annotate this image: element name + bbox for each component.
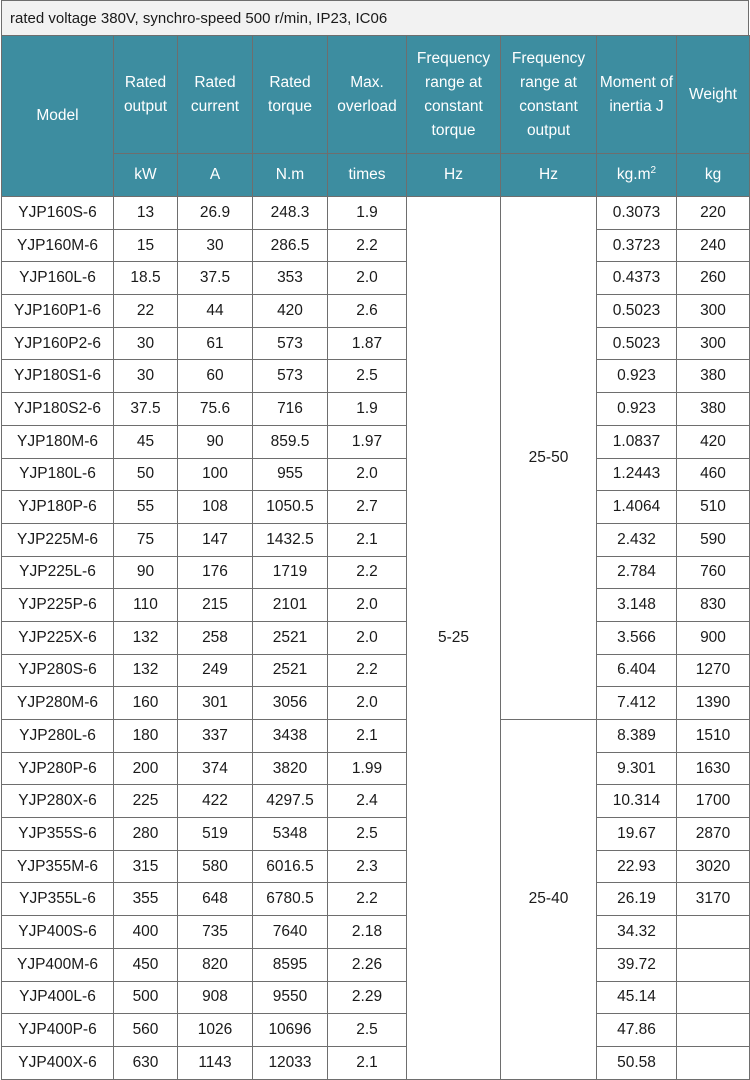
cell-weight: 1390 <box>677 687 750 720</box>
cell-moment-of-inertia: 9.301 <box>597 752 677 785</box>
cell-rated-output: 90 <box>114 556 178 589</box>
cell-rated-current: 337 <box>178 720 253 753</box>
table-row <box>2 687 750 720</box>
unit-rated-current: A <box>178 154 253 197</box>
cell-rated-output: 22 <box>114 295 178 328</box>
cell-max-overload: 1.9 <box>328 197 407 230</box>
cell-rated-current: 1026 <box>178 1014 253 1047</box>
cell-rated-torque: 3820 <box>253 752 328 785</box>
cell-rated-output: 50 <box>114 458 178 491</box>
unit-rated-output: kW <box>114 154 178 197</box>
cell-model: YJP160P1-6 <box>2 295 114 328</box>
cell-model: YJP225M-6 <box>2 523 114 556</box>
cell-rated-torque: 2521 <box>253 621 328 654</box>
table-row <box>2 425 750 458</box>
cell-rated-torque: 6780.5 <box>253 883 328 916</box>
unit-freq-const-output: Hz <box>501 154 597 197</box>
cell-max-overload: 2.1 <box>328 1046 407 1079</box>
table-row <box>2 360 750 393</box>
cell-moment-of-inertia: 0.4373 <box>597 262 677 295</box>
cell-rated-output: 13 <box>114 197 178 230</box>
cell-rated-current: 60 <box>178 360 253 393</box>
cell-weight: 1700 <box>677 785 750 818</box>
table-row <box>2 981 750 1014</box>
cell-rated-torque: 573 <box>253 327 328 360</box>
header-freq-const-torque: Frequency range at constant torque <box>407 36 501 154</box>
cell-weight: 830 <box>677 589 750 622</box>
cell-rated-torque: 1050.5 <box>253 491 328 524</box>
cell-model: YJP180L-6 <box>2 458 114 491</box>
cell-rated-current: 26.9 <box>178 197 253 230</box>
cell-weight: 380 <box>677 393 750 426</box>
cell-rated-current: 249 <box>178 654 253 687</box>
cell-moment-of-inertia: 3.566 <box>597 621 677 654</box>
cell-freq-const-output-lower: 25-40 <box>501 720 597 1080</box>
cell-freq-const-output-upper: 25-50 <box>501 197 597 720</box>
unit-rated-torque: N.m <box>253 154 328 197</box>
cell-rated-torque: 12033 <box>253 1046 328 1079</box>
header-max-overload: Max. overload <box>328 36 407 154</box>
cell-rated-current: 215 <box>178 589 253 622</box>
cell-weight <box>677 1046 750 1079</box>
cell-max-overload: 1.87 <box>328 327 407 360</box>
table-row <box>2 1046 750 1079</box>
unit-moment-of-inertia <box>597 154 677 197</box>
cell-max-overload: 2.0 <box>328 687 407 720</box>
cell-weight: 260 <box>677 262 750 295</box>
table-row <box>2 654 750 687</box>
cell-rated-output: 180 <box>114 720 178 753</box>
cell-model: YJP280X-6 <box>2 785 114 818</box>
cell-weight: 380 <box>677 360 750 393</box>
cell-rated-output: 630 <box>114 1046 178 1079</box>
cell-max-overload: 2.2 <box>328 556 407 589</box>
cell-moment-of-inertia: 47.86 <box>597 1014 677 1047</box>
cell-rated-torque: 859.5 <box>253 425 328 458</box>
cell-moment-of-inertia: 6.404 <box>597 654 677 687</box>
table-row <box>2 327 750 360</box>
cell-model: YJP280L-6 <box>2 720 114 753</box>
cell-rated-torque: 6016.5 <box>253 850 328 883</box>
cell-moment-of-inertia: 7.412 <box>597 687 677 720</box>
table-row <box>2 785 750 818</box>
cell-model: YJP160P2-6 <box>2 327 114 360</box>
cell-rated-output: 355 <box>114 883 178 916</box>
unit-inertia-exponent: 2 <box>650 165 657 176</box>
cell-rated-torque: 4297.5 <box>253 785 328 818</box>
cell-rated-torque: 5348 <box>253 818 328 851</box>
spec-sheet <box>1 0 749 1080</box>
cell-rated-torque: 286.5 <box>253 229 328 262</box>
cell-weight: 3170 <box>677 883 750 916</box>
cell-weight <box>677 948 750 981</box>
cell-rated-output: 132 <box>114 654 178 687</box>
cell-moment-of-inertia: 0.923 <box>597 393 677 426</box>
cell-rated-torque: 8595 <box>253 948 328 981</box>
cell-rated-current: 908 <box>178 981 253 1014</box>
cell-moment-of-inertia: 26.19 <box>597 883 677 916</box>
cell-rated-torque: 2101 <box>253 589 328 622</box>
cell-rated-output: 400 <box>114 916 178 949</box>
cell-rated-current: 100 <box>178 458 253 491</box>
cell-rated-output: 45 <box>114 425 178 458</box>
table-row <box>2 720 750 753</box>
table-row <box>2 621 750 654</box>
table-row <box>2 752 750 785</box>
cell-rated-current: 75.6 <box>178 393 253 426</box>
cell-moment-of-inertia: 0.3723 <box>597 229 677 262</box>
cell-rated-current: 422 <box>178 785 253 818</box>
cell-weight <box>677 916 750 949</box>
cell-rated-output: 315 <box>114 850 178 883</box>
cell-model: YJP280M-6 <box>2 687 114 720</box>
cell-rated-output: 450 <box>114 948 178 981</box>
cell-weight <box>677 1014 750 1047</box>
cell-rated-output: 110 <box>114 589 178 622</box>
cell-max-overload: 2.18 <box>328 916 407 949</box>
cell-rated-current: 44 <box>178 295 253 328</box>
cell-rated-current: 176 <box>178 556 253 589</box>
cell-rated-current: 1143 <box>178 1046 253 1079</box>
cell-moment-of-inertia: 8.389 <box>597 720 677 753</box>
unit-weight: kg <box>677 154 750 197</box>
cell-rated-output: 55 <box>114 491 178 524</box>
cell-rated-output: 15 <box>114 229 178 262</box>
cell-moment-of-inertia: 50.58 <box>597 1046 677 1079</box>
cell-rated-torque: 573 <box>253 360 328 393</box>
cell-moment-of-inertia: 0.3073 <box>597 197 677 230</box>
cell-rated-current: 258 <box>178 621 253 654</box>
cell-rated-output: 500 <box>114 981 178 1014</box>
cell-rated-torque: 10696 <box>253 1014 328 1047</box>
cell-weight: 590 <box>677 523 750 556</box>
cell-max-overload: 2.26 <box>328 948 407 981</box>
cell-rated-output: 560 <box>114 1014 178 1047</box>
header-rated-current: Rated current <box>178 36 253 154</box>
cell-rated-output: 18.5 <box>114 262 178 295</box>
cell-model: YJP400L-6 <box>2 981 114 1014</box>
unit-row <box>2 154 750 197</box>
cell-max-overload: 2.0 <box>328 621 407 654</box>
cell-model: YJP180S1-6 <box>2 360 114 393</box>
cell-max-overload: 1.99 <box>328 752 407 785</box>
cell-max-overload: 2.7 <box>328 491 407 524</box>
table-row <box>2 850 750 883</box>
cell-rated-torque: 1432.5 <box>253 523 328 556</box>
cell-rated-current: 30 <box>178 229 253 262</box>
cell-model: YJP160L-6 <box>2 262 114 295</box>
cell-max-overload: 1.9 <box>328 393 407 426</box>
cell-max-overload: 2.29 <box>328 981 407 1014</box>
cell-weight: 300 <box>677 295 750 328</box>
unit-max-overload: times <box>328 154 407 197</box>
cell-weight: 3020 <box>677 850 750 883</box>
cell-max-overload: 2.5 <box>328 1014 407 1047</box>
cell-model: YJP400S-6 <box>2 916 114 949</box>
cell-moment-of-inertia: 3.148 <box>597 589 677 622</box>
cell-rated-current: 374 <box>178 752 253 785</box>
cell-weight: 240 <box>677 229 750 262</box>
table-row <box>2 295 750 328</box>
cell-max-overload: 2.1 <box>328 720 407 753</box>
cell-rated-torque: 955 <box>253 458 328 491</box>
table-row <box>2 818 750 851</box>
cell-model: YJP400M-6 <box>2 948 114 981</box>
cell-moment-of-inertia: 34.32 <box>597 916 677 949</box>
cell-moment-of-inertia: 2.784 <box>597 556 677 589</box>
table-row <box>2 556 750 589</box>
table-body <box>2 197 750 1080</box>
cell-moment-of-inertia: 10.314 <box>597 785 677 818</box>
cell-rated-current: 735 <box>178 916 253 949</box>
cell-rated-output: 225 <box>114 785 178 818</box>
cell-weight <box>677 981 750 1014</box>
cell-moment-of-inertia: 1.4064 <box>597 491 677 524</box>
table-row <box>2 229 750 262</box>
table-row <box>2 393 750 426</box>
cell-model: YJP355L-6 <box>2 883 114 916</box>
cell-rated-current: 648 <box>178 883 253 916</box>
cell-model: YJP225P-6 <box>2 589 114 622</box>
cell-moment-of-inertia: 1.2443 <box>597 458 677 491</box>
cell-model: YJP400X-6 <box>2 1046 114 1079</box>
cell-rated-output: 200 <box>114 752 178 785</box>
cell-model: YJP355M-6 <box>2 850 114 883</box>
cell-moment-of-inertia: 2.432 <box>597 523 677 556</box>
cell-max-overload: 2.5 <box>328 360 407 393</box>
cell-model: YJP160M-6 <box>2 229 114 262</box>
cell-rated-output: 280 <box>114 818 178 851</box>
header-model: Model <box>2 36 114 197</box>
cell-rated-torque: 248.3 <box>253 197 328 230</box>
header-freq-const-output: Frequency range at constant output <box>501 36 597 154</box>
table-row <box>2 589 750 622</box>
unit-inertia-base: kg.m <box>616 166 651 183</box>
cell-model: YJP180S2-6 <box>2 393 114 426</box>
cell-rated-torque: 2521 <box>253 654 328 687</box>
cell-moment-of-inertia: 0.5023 <box>597 327 677 360</box>
cell-weight: 900 <box>677 621 750 654</box>
cell-rated-current: 301 <box>178 687 253 720</box>
cell-model: YJP280P-6 <box>2 752 114 785</box>
cell-weight: 1510 <box>677 720 750 753</box>
cell-weight: 300 <box>677 327 750 360</box>
cell-moment-of-inertia: 1.0837 <box>597 425 677 458</box>
cell-rated-output: 37.5 <box>114 393 178 426</box>
cell-weight: 460 <box>677 458 750 491</box>
cell-rated-current: 147 <box>178 523 253 556</box>
cell-max-overload: 2.1 <box>328 523 407 556</box>
cell-moment-of-inertia: 22.93 <box>597 850 677 883</box>
table-row <box>2 491 750 524</box>
cell-moment-of-inertia: 0.923 <box>597 360 677 393</box>
cell-rated-torque: 353 <box>253 262 328 295</box>
cell-rated-output: 160 <box>114 687 178 720</box>
header-row <box>2 36 750 154</box>
table-row <box>2 1014 750 1047</box>
cell-moment-of-inertia: 19.67 <box>597 818 677 851</box>
cell-weight: 510 <box>677 491 750 524</box>
header-weight: Weight <box>677 36 750 154</box>
cell-rated-torque: 420 <box>253 295 328 328</box>
cell-rated-torque: 9550 <box>253 981 328 1014</box>
cell-weight: 420 <box>677 425 750 458</box>
cell-rated-current: 90 <box>178 425 253 458</box>
cell-rated-current: 580 <box>178 850 253 883</box>
cell-weight: 760 <box>677 556 750 589</box>
cell-freq-const-torque: 5-25 <box>407 197 501 1080</box>
cell-weight: 2870 <box>677 818 750 851</box>
cell-model: YJP355S-6 <box>2 818 114 851</box>
cell-max-overload: 2.3 <box>328 850 407 883</box>
cell-max-overload: 2.0 <box>328 458 407 491</box>
table-row <box>2 458 750 491</box>
cell-rated-current: 519 <box>178 818 253 851</box>
cell-rated-output: 30 <box>114 327 178 360</box>
table-row <box>2 883 750 916</box>
cell-rated-current: 37.5 <box>178 262 253 295</box>
cell-rated-torque: 3056 <box>253 687 328 720</box>
cell-weight: 220 <box>677 197 750 230</box>
cell-model: YJP160S-6 <box>2 197 114 230</box>
header-rated-torque: Rated torque <box>253 36 328 154</box>
cell-model: YJP180P-6 <box>2 491 114 524</box>
cell-rated-current: 820 <box>178 948 253 981</box>
cell-max-overload: 2.2 <box>328 229 407 262</box>
cell-max-overload: 2.4 <box>328 785 407 818</box>
cell-max-overload: 2.2 <box>328 883 407 916</box>
cell-rated-torque: 7640 <box>253 916 328 949</box>
cell-max-overload: 2.2 <box>328 654 407 687</box>
table-caption: rated voltage 380V, synchro-speed 500 r/min, IP23, IC06 <box>1 0 749 35</box>
cell-moment-of-inertia: 0.5023 <box>597 295 677 328</box>
cell-max-overload: 2.0 <box>328 589 407 622</box>
cell-rated-torque: 716 <box>253 393 328 426</box>
cell-rated-output: 75 <box>114 523 178 556</box>
header-rated-output: Rated output <box>114 36 178 154</box>
cell-moment-of-inertia: 39.72 <box>597 948 677 981</box>
cell-weight: 1270 <box>677 654 750 687</box>
table-row <box>2 916 750 949</box>
cell-rated-torque: 1719 <box>253 556 328 589</box>
cell-rated-torque: 3438 <box>253 720 328 753</box>
table-row <box>2 523 750 556</box>
cell-weight: 1630 <box>677 752 750 785</box>
cell-model: YJP225X-6 <box>2 621 114 654</box>
table-row <box>2 197 750 230</box>
cell-model: YJP280S-6 <box>2 654 114 687</box>
header-moment-of-inertia: Moment of inertia J <box>597 36 677 154</box>
cell-rated-output: 132 <box>114 621 178 654</box>
cell-rated-current: 108 <box>178 491 253 524</box>
cell-moment-of-inertia: 45.14 <box>597 981 677 1014</box>
cell-model: YJP225L-6 <box>2 556 114 589</box>
table-row <box>2 948 750 981</box>
cell-model: YJP180M-6 <box>2 425 114 458</box>
cell-rated-current: 61 <box>178 327 253 360</box>
table-row <box>2 262 750 295</box>
cell-rated-output: 30 <box>114 360 178 393</box>
cell-max-overload: 1.97 <box>328 425 407 458</box>
unit-freq-const-torque: Hz <box>407 154 501 197</box>
cell-max-overload: 2.5 <box>328 818 407 851</box>
cell-model: YJP400P-6 <box>2 1014 114 1047</box>
cell-max-overload: 2.0 <box>328 262 407 295</box>
motor-spec-table <box>1 35 750 1080</box>
cell-max-overload: 2.6 <box>328 295 407 328</box>
